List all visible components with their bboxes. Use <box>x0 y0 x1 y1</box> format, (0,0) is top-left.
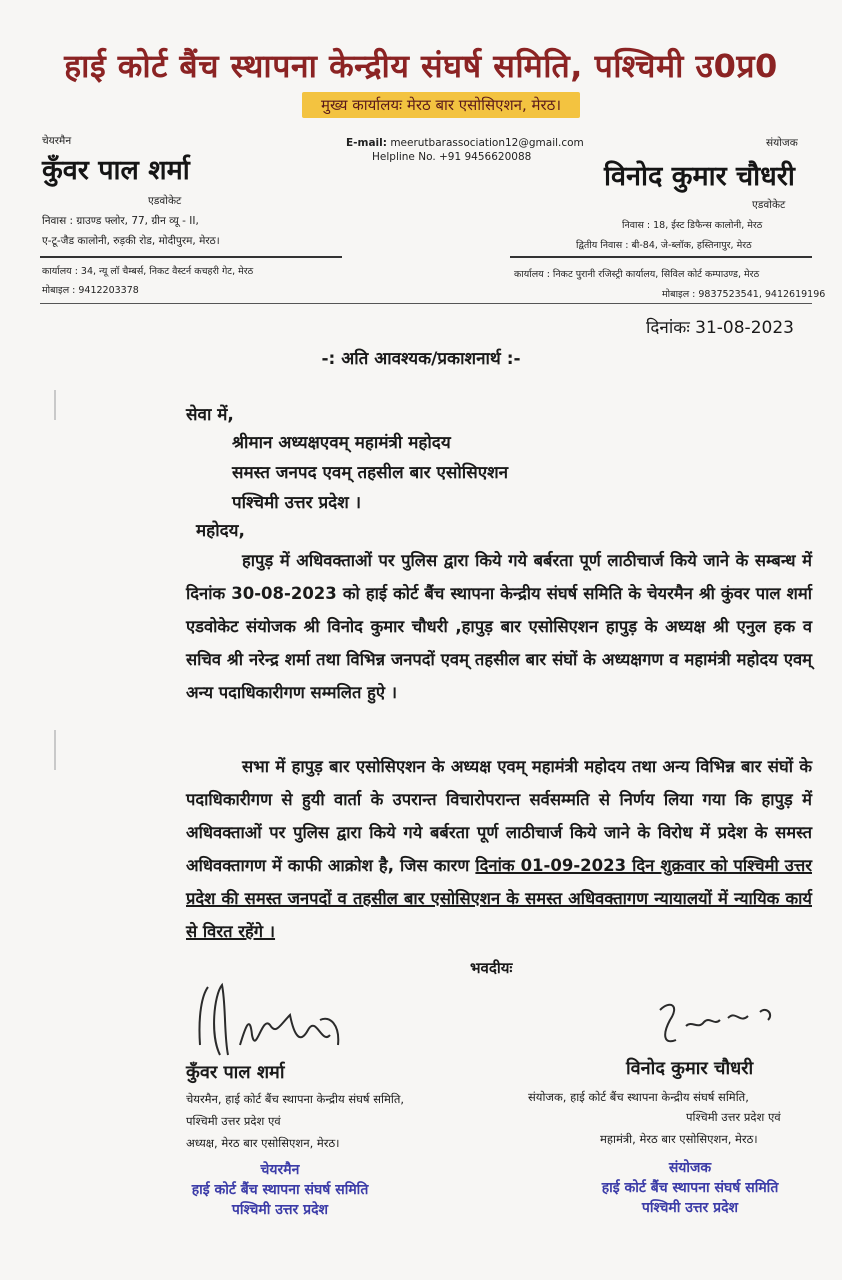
letter-date: दिनांकः 31-08-2023 <box>646 318 794 338</box>
email-label: E-mail: <box>346 137 387 149</box>
to-line-1: श्रीमान अध्यक्षएवम् महामंत्री महोदय <box>232 433 451 453</box>
right-signatory-line-3: महामंत्री, मेरठ बार एसोसिएशन, मेरठ। <box>600 1132 758 1146</box>
closing: भवदीयः <box>470 959 513 977</box>
left-officer-role: चेयरमैन <box>42 135 72 147</box>
right-official-stamp <box>560 1158 820 1218</box>
right-signatory-line-1: संयोजक, हाई कोर्ट बैंच स्थापना केन्द्रीय संघर्ष समिति, <box>528 1090 749 1104</box>
salutation: महोदय, <box>196 521 245 541</box>
right-officer-name: विनोद कुमार चौधरी <box>604 161 795 192</box>
email-address: meerutbarassociation12@gmail.com <box>390 137 584 149</box>
left-signatory-line-2: पश्चिमी उत्तर प्रदेश एवं <box>186 1114 281 1128</box>
right-signatory-line-2: पश्चिमी उत्तर प्रदेश एवं <box>686 1110 781 1124</box>
left-signature-graphic <box>180 975 360 1070</box>
right-stamp-org: हाई कोर्ट बैंच स्थापना संघर्ष समिति <box>601 1180 779 1196</box>
right-signatory-name: विनोद कुमार चौधरी <box>626 1058 754 1079</box>
left-officer-residence-1: निवास : ग्राउण्ड फ्लोर, 77, ग्रीन व्यू - II, <box>42 215 199 227</box>
helpline-number: +91 9456620088 <box>439 151 532 163</box>
to-label: सेवा में, <box>186 405 234 425</box>
left-official-stamp <box>150 1160 410 1220</box>
letter-subject: -: अति आवश्यक/प्रकाशनार्थ :- <box>321 349 521 369</box>
left-officer-name: कुँवर पाल शर्मा <box>42 155 190 186</box>
head-office-banner: मुख्य कार्यालयः मेरठ बार एसोसिएशन, मेरठ। <box>302 92 580 118</box>
right-officer-role: संयोजक <box>766 137 798 149</box>
margin-mark <box>54 390 56 420</box>
helpline-row <box>372 151 531 163</box>
right-stamp-region: पश्चिमी उत्तर प्रदेश <box>641 1200 739 1216</box>
margin-mark <box>54 730 56 770</box>
right-officer-residence-2: द्वितीय निवास : बी-84, जे-ब्लॉक, हस्तिनापुर, मेरठ <box>576 240 752 251</box>
letterhead-title: हाई कोर्ट बैंच स्थापना केन्द्रीय संघर्ष समिति, पश्चिमी उ0प्र0 <box>64 47 778 85</box>
to-line-2: समस्त जनपद एवम् तहसील बार एसोसिएशन <box>232 463 509 483</box>
body-paragraph-2 <box>186 750 812 948</box>
left-officer-residence-2: ए-टू-जैड कालोनी, रुड़की रोड, मोदीपुरम, मेरठ। <box>42 235 220 247</box>
header-rule <box>40 303 812 304</box>
body-paragraph-1: हापुड़ में अधिवक्ताओं पर पुलिस द्वारा किये गये बर्बरता पूर्ण लाठीचार्ज किये जाने के सम्बन्ध में दिनांक 30-08-2023 को हाई कोर्ट बैंच स्थापना केन्द्रीय संघर्ष समिति के चेयरमैन श्री कुंवर पाल शर्मा एडवोकेट संयोजक श्री विनोद कुमार चौधरी ,हापुड़ बार एसोसिएशन हापुड़ के अध्यक्ष श्री एनुल हक व सचिव श्री नरेन्द्र शर्मा तथा विभिन्न जनपदों एवम् तहसील बार संघों के अध्यक्षगण व महामंत्री महोदय एवम् अन्य पदाधिकारीगण सम्मलित हुऐ । <box>186 551 812 702</box>
left-signatory-line-3: अध्यक्ष, मेरठ बार एसोसिएशन, मेरठ। <box>186 1136 340 1150</box>
left-signatory-name: कुँवर पाल शर्मा <box>186 1062 285 1083</box>
left-officer-mobile: मोबाइल : 9412203378 <box>42 285 139 296</box>
paragraph-2-text: सभा में हापुड़ बार एसोसिएशन के अध्यक्ष एवम् महामंत्री महोदय तथा अन्य विभिन्न बार संघों के पदाधिकारीगण से हुयी वार्ता के उपरान्त विचारोपरान्त सर्वसम्मति से निर्णय लिया गया कि हापुड़ में अधिवक्ताओं पर पुलिस द्वारा किये गये बर्बरता पूर्ण लाठीचार्ज किये जाने के विरोध में प्रदेश के समस्त अधिवक्तागण में काफी आक्रोश है, जिस कारण <box>186 757 812 875</box>
right-officer-residence-1: निवास : 18, ईस्ट डिफैन्स कालोनी, मेरठ <box>622 220 763 231</box>
left-divider <box>40 256 342 258</box>
left-stamp-role: चेयरमैन <box>260 1162 300 1178</box>
helpline-label: Helpline No. <box>372 151 436 163</box>
email-row <box>346 137 584 149</box>
left-stamp-region: पश्चिमी उत्तर प्रदेश <box>231 1202 329 1218</box>
left-signatory-line-1: चेयरमैन, हाई कोर्ट बैंच स्थापना केन्द्रीय संघर्ष समिति, <box>186 1092 405 1106</box>
right-signature-graphic <box>640 990 800 1060</box>
left-officer-office: कार्यालय : 34, न्यू लॉ चैम्बर्स, निकट वैस्टर्न कचहरी गेट, मेरठ <box>42 266 254 277</box>
left-officer-title: एडवोकेट <box>148 195 182 207</box>
to-line-3: पश्चिमी उत्तर प्रदेश । <box>232 493 362 513</box>
left-stamp-org: हाई कोर्ट बैंच स्थापना संघर्ष समिति <box>191 1182 369 1198</box>
right-divider <box>510 256 812 258</box>
right-officer-title: एडवोकेट <box>752 199 786 211</box>
right-officer-mobile: मोबाइल : 9837523541, 9412619196 <box>662 289 826 300</box>
right-stamp-role: संयोजक <box>668 1160 712 1176</box>
right-officer-office: कार्यालय : निकट पुरानी रजिस्ट्री कार्यालय, सिविल कोर्ट कम्पाउण्ड, मेरठ <box>514 269 760 280</box>
paragraph-2-underlined-decision: दिनांक 01-09-2023 दिन शुक्रवार को पश्चिमी उत्तर प्रदेश की समस्त जनपदों व तहसील बार एसोसिएशन के समस्त अधिवक्तागण न्यायालयों में न्यायिक कार्य से विरत रहेंगे । <box>186 856 812 941</box>
